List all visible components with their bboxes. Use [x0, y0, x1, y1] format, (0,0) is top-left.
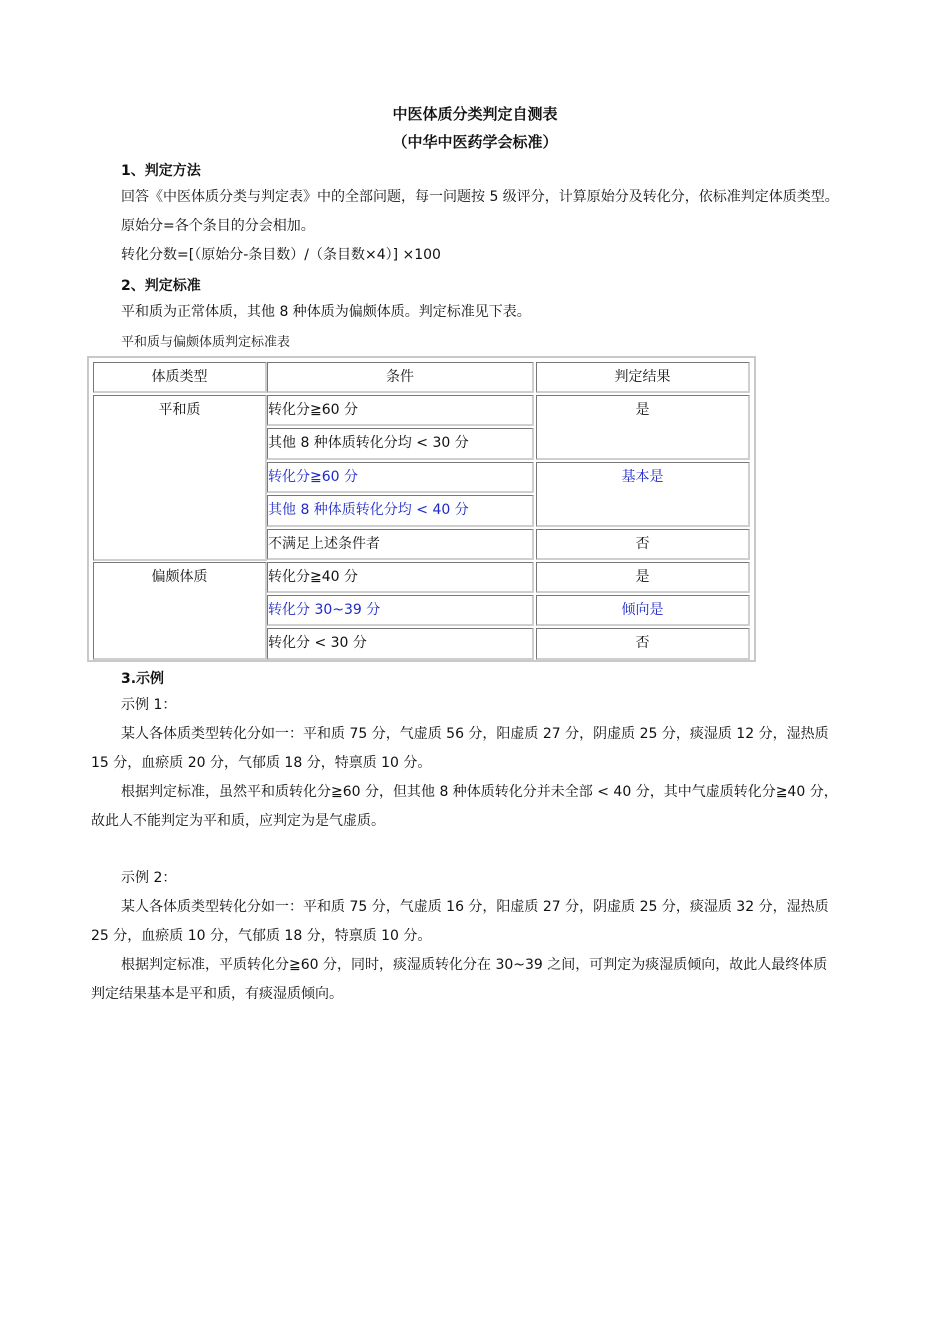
table-header-type: 体质类型: [93, 362, 267, 393]
example2-line-2: 25 分，血瘀质 10 分，气郁质 18 分，特禀质 10 分。: [91, 928, 432, 944]
table-header-condition: 条件: [267, 362, 534, 393]
example2-label: 示例 2：: [121, 870, 177, 886]
table-result: 倾向是: [536, 595, 750, 626]
section1-line-2: 原始分=各个条目的分会相加。: [121, 218, 315, 234]
page-title: 中医体质分类判定自测表: [392, 105, 558, 123]
example2-line-1: 某人各体质类型转化分如一：平和质 75 分，气虚质 16 分，阳虚质 27 分，阴虚质 25 分，痰湿质 32 分，湿热质: [121, 899, 829, 915]
criteria-table: [87, 356, 756, 662]
example1-line-2: 15 分，血瘀质 20 分，气郁质 18 分，特禀质 10 分。: [91, 755, 432, 771]
table-row: 转化分 30~39 分: [267, 595, 534, 626]
table-row: 其他 8 种体质转化分均 < 40 分: [267, 495, 534, 527]
example2-line-3: 根据判定标准，平质转化分≧60 分，同时，痰湿质转化分在 30~39 之间，可判定为痰湿质倾向，故此人最终体质: [121, 957, 828, 973]
section2-line: 平和质为正常体质，其他 8 种体质为偏颇体质。判定标准见下表。: [121, 304, 531, 320]
section1-line-1: 回答《中医体质分类与判定表》中的全部问题，每一问题按 5 级评分，计算原始分及转化分，依标准判定体质类型。: [121, 189, 839, 205]
table-result: 否: [536, 529, 750, 560]
example1-line-4: 故此人不能判定为平和质，应判定为是气虚质。: [91, 813, 385, 829]
table-row: 转化分≧60 分: [267, 462, 534, 493]
table-row: 其他 8 种体质转化分均 < 30 分: [267, 428, 534, 460]
example2-line-4: 判定结果基本是平和质，有痰湿质倾向。: [91, 986, 343, 1002]
table-row: 转化分 < 30 分: [267, 628, 534, 660]
table-row: 转化分≧60 分: [267, 395, 534, 426]
table-row: 不满足上述条件者: [267, 529, 534, 560]
example1-line-1: 某人各体质类型转化分如一：平和质 75 分，气虚质 56 分，阳虚质 27 分，阴虚质 25 分，痰湿质 12 分，湿热质: [121, 726, 829, 742]
section1-line-3: 转化分数=[（原始分-条目数）/（条目数×4）] ×100: [121, 247, 441, 263]
table-result: 否: [536, 628, 750, 660]
table-result: 是: [536, 562, 750, 593]
table-result: 是: [536, 395, 750, 460]
table-row: 转化分≧40 分: [267, 562, 534, 593]
table-header-result: 判定结果: [536, 362, 750, 393]
example1-label: 示例 1：: [121, 697, 177, 713]
table-caption: 平和质与偏颇体质判定标准表: [121, 335, 291, 350]
table-type-pianpo: 偏颇体质: [93, 562, 267, 660]
page-subtitle: （中华中医药学会标准）: [392, 133, 558, 151]
table-type-pinghe: 平和质: [93, 395, 267, 561]
table-result: 基本是: [536, 462, 750, 527]
section3-heading: 3.示例: [121, 671, 165, 687]
section1-heading: 1、判定方法: [121, 163, 201, 179]
section2-heading: 2、判定标准: [121, 278, 201, 294]
example1-line-3: 根据判定标准，虽然平和质转化分≧60 分，但其他 8 种体质转化分并未全部 < 40 分，其中气虚质转化分≧40 分，: [121, 784, 838, 800]
